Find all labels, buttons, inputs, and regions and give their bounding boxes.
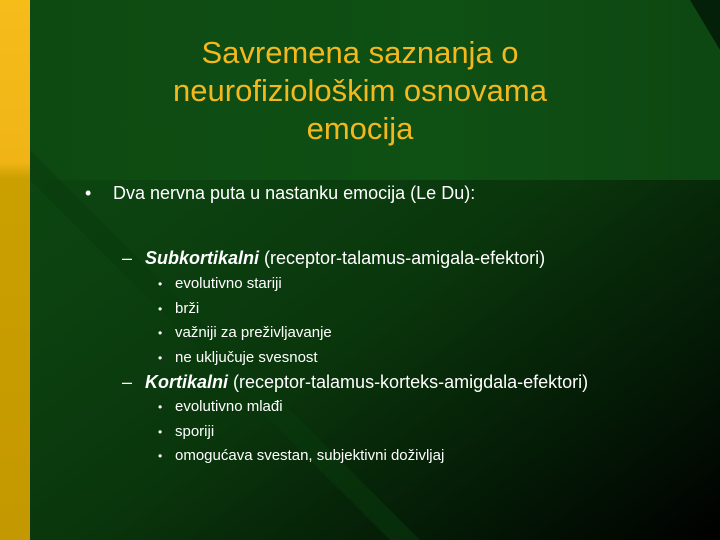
path-subkortikalni [122, 246, 545, 270]
list-item: • evolutivno mlađi [158, 398, 283, 415]
main-bullet-text: Dva nervna puta u nastanku emocija (Le Du): [113, 183, 476, 203]
list-item: • omogućava svestan, subjektivni doživljaj [158, 447, 445, 464]
title-line-1: Savremena saznanja o [201, 35, 519, 70]
list-item: • brži [158, 299, 200, 317]
title-line-2: neurofiziološkim osnovama [173, 73, 547, 108]
path-detail: (receptor-talamus-amigala-efektori) [259, 248, 546, 268]
title-line-3: emocija [306, 111, 414, 146]
path-detail: (receptor-talamus-korteks-amigdala-efektori) [228, 372, 589, 392]
list-item: • sporiji [158, 422, 215, 440]
kortikalni-list [158, 397, 444, 471]
path-kortikalni [122, 370, 588, 394]
slide-title [80, 34, 640, 148]
path-name: Subkortikalni [145, 248, 260, 268]
list-item: • evolutivno stariji [158, 275, 282, 292]
main-bullet [85, 181, 475, 205]
bullet-dot: • [85, 183, 92, 203]
dash-marker: – [122, 372, 133, 392]
list-item: • ne uključuje svesnost [158, 348, 318, 366]
path-name: Kortikalni [145, 372, 229, 392]
subkortikalni-list [158, 274, 332, 372]
list-item: • važniji za preživljavanje [158, 324, 332, 341]
dash-marker: – [122, 248, 133, 268]
